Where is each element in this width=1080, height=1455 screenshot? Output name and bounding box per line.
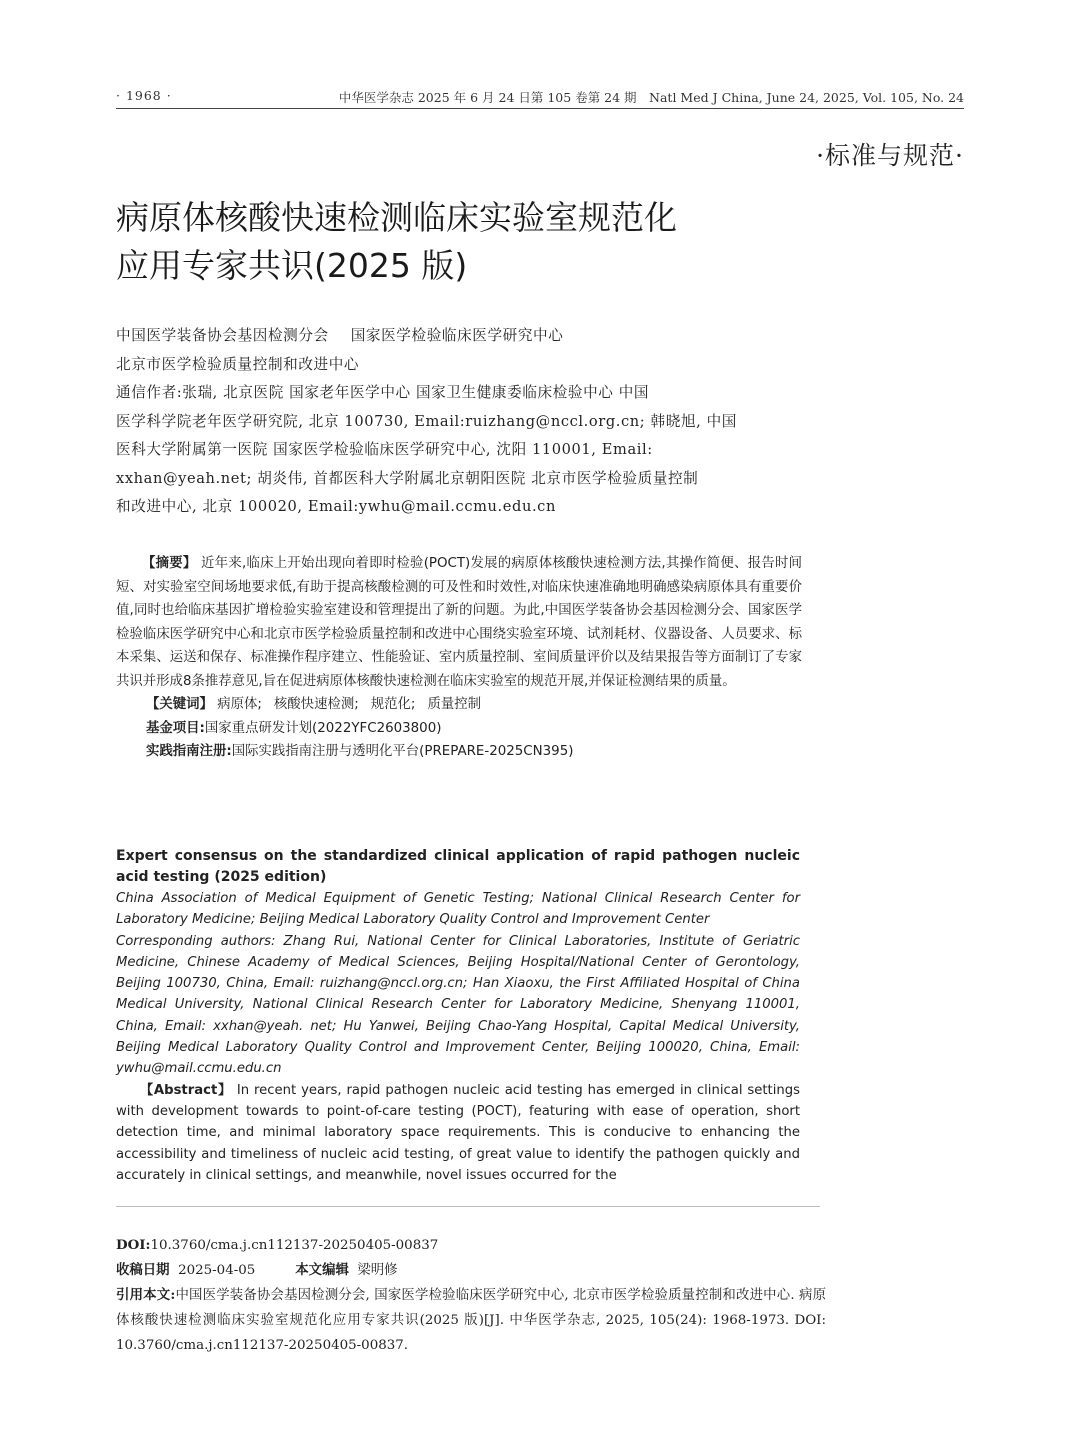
- footnotes: [116, 1233, 826, 1358]
- corr-line-4: xxhan@yeah.net; 胡炎伟, 首都医科大学附属北京朝阳医院 北京市医学检验质量控制: [116, 469, 699, 487]
- fund-line: [116, 717, 802, 741]
- english-abstract: [116, 1080, 800, 1186]
- org-line: [116, 322, 806, 351]
- english-orgs: China Association of Medical Equipment of Genetic Testing; National Clinical Research Center for Laboratory Medicine; Beijing Medical Laboratory Quality Control and Improvement Center: [116, 891, 800, 928]
- abstract-paragraph: [116, 552, 802, 693]
- registry-text: 国际实践指南注册与透明化平台(PREPARE-2025CN395): [231, 744, 574, 759]
- keyword: 质量控制: [427, 697, 482, 712]
- citation: [116, 1283, 826, 1358]
- fund-text: 国家重点研发计划(2022YFC2603800): [204, 720, 442, 736]
- page-number: · 1968 ·: [116, 88, 172, 103]
- editor-label: 本文编辑: [295, 1262, 349, 1278]
- footnote-divider: [116, 1206, 820, 1207]
- doi-label: DOI:: [116, 1237, 151, 1253]
- registry-label: 实践指南注册:: [146, 744, 232, 759]
- english-title: Expert consensus on the standardized clinical application of rapid pathogen nucleic acid testing (2025 edition): [116, 848, 800, 885]
- org-2: 国家医学检验临床医学研究中心: [350, 327, 564, 344]
- english-abstract-label: 【Abstract】: [140, 1082, 232, 1098]
- keyword: 规范化;: [370, 697, 416, 712]
- abstract-text: 近年来,临床上开始出现向着即时检验(POCT)发展的病原体核酸快速检测方法,其操作简便、报告时间短、对实验室空间场地要求低,有助于提高核酸检测的可及性和时效性,对临床快速准确地明确感染病原体具有重要价值,同时也给临床基因扩增检验实验室建设和管理提出了新的问题。为此,中国医学装备协会基因检测分会、国家医学检验临床医学研究中心和北京市医学检验质量控制和改进中心围绕实验室环境、试剂耗材、仪器设备、人员要求、标本采集、运送和保存、标准操作程序建立、性能验证、室内质量控制、室间质量评价以及结果报告等方面制订了专家共识并形成8条推荐意见,旨在促进病原体核酸快速检测在临床实验室的规范开展,并保证检测结果的质量。: [116, 556, 802, 689]
- keywords-label: 【关键词】: [146, 697, 213, 712]
- received-label: 收稿日期: [116, 1262, 170, 1278]
- title-line-1: 病原体核酸快速检测临床实验室规范化: [116, 198, 677, 237]
- registry-line: [116, 740, 802, 764]
- running-header: [116, 86, 964, 109]
- corr-line-5: 和改进中心, 北京 100020, Email:ywhu@mail.ccmu.edu.cn: [116, 498, 556, 515]
- corr-line-1: 通信作者:张瑞, 北京医院 国家老年医学中心 国家卫生健康委临床检验中心 中国: [116, 384, 650, 401]
- corr-line-2: 医学科学院老年医学研究院, 北京 100730, Email:ruizhang@nccl.org.cn; 韩晓旭, 中国: [116, 412, 737, 430]
- author-block: [116, 322, 806, 522]
- english-corresponding-authors: Corresponding authors: Zhang Rui, National Center for Clinical Laboratories, Institute of Geriatric Medicine, Chinese Academy of Medical Sciences, Beijing Hospital/National Center of Gerontology, Beijing 100730, China, Email: ruizhang@nccl.org.cn; Han Xiaoxu, the First Affiliated Hospital of China Medical University, National Clinical Research Center for Laboratory Medicine, Shenyang 110001, China, Email: xxhan@yeah. net; Hu Yanwei, Beijing Chao-Yang Hospital, Capital Medical University, Beijing Medical Laboratory Quality Control and Improvement Center, Beijing 100020, China, Email: ywhu@mail.ccmu.edu.cn: [116, 933, 800, 1077]
- abstract-label: 【摘要】: [142, 556, 197, 571]
- citation-label: 引用本文:: [116, 1287, 176, 1303]
- fund-label: 基金项目:: [146, 720, 205, 736]
- editor-name: 梁明修: [357, 1263, 398, 1278]
- title-line-2: 应用专家共识(2025 版): [116, 246, 468, 285]
- org-1: 中国医学装备协会基因检测分会: [116, 327, 329, 344]
- doi-line: [116, 1233, 826, 1258]
- keywords-line: [116, 693, 802, 717]
- keyword: 病原体;: [217, 697, 262, 712]
- keyword: 核酸快速检测;: [273, 697, 359, 712]
- journal-citation-line: 中华医学杂志 2025 年 6 月 24 日第 105 卷第 24 期 Natl Med J China, June 24, 2025, Vol. 105, No. 24: [338, 90, 964, 105]
- received-date: 2025-04-05: [178, 1263, 256, 1278]
- section-tag: ·标准与规范·: [816, 141, 964, 170]
- english-abstract-text: In recent years, rapid pathogen nucleic acid testing has emerged in clinical settings with development towards to point-of-care testing (POCT), featuring with ease of operation, short detection time, and minimal laboratory space requirements. This is conducive to enhancing the accessibility and timeliness of nucleic acid testing, of great value to identify the pathogen quickly and accurately in clinical settings, and meanwhile, novel issues occurred for the: [116, 1082, 800, 1183]
- article-title: [116, 194, 836, 290]
- english-abstract-block: [116, 846, 800, 1186]
- citation-text: 中国医学装备协会基因检测分会, 国家医学检验临床医学研究中心, 北京市医学检验质量控制和改进中心. 病原体核酸快速检测临床实验室规范化应用专家共识(2025 版)[J]. 中华医学杂志, 2025, 105(24): 1968-1973. DOI: 10.3760/cma.j.cn112137-20250405-00837.: [116, 1288, 826, 1353]
- corr-line-3: 医科大学附属第一医院 国家医学检验临床医学研究中心, 沈阳 110001, Email:: [116, 441, 653, 458]
- doi-value: 10.3760/cma.j.cn112137-20250405-00837: [150, 1238, 439, 1253]
- org-3: 北京市医学检验质量控制和改进中心: [116, 355, 360, 373]
- chinese-abstract: [116, 552, 802, 764]
- received-editor-line: [116, 1258, 826, 1283]
